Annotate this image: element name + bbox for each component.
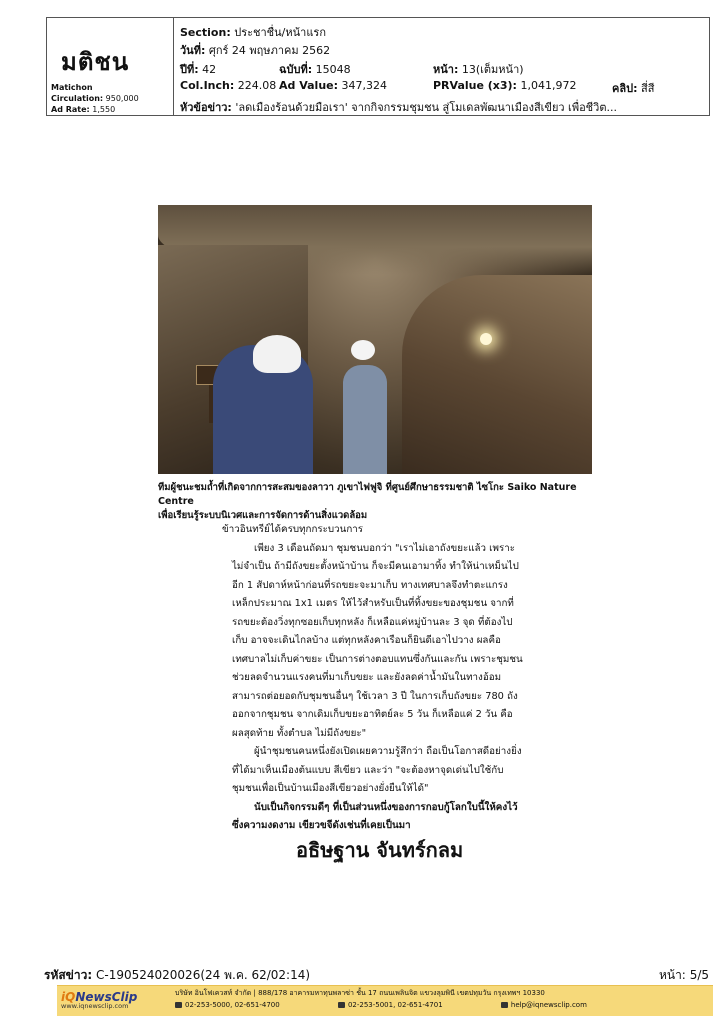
caption-line-2: เพื่อเรียนรู้ระบบนิเวศและการจัดการด้านสิ่งแวดล้อม (158, 510, 368, 521)
news-id-value: C-190524020026(24 พ.ค. 62/02:14) (96, 968, 311, 982)
iqnewsclip-logo[interactable] (61, 990, 149, 1012)
phone-icon (175, 1002, 182, 1008)
brand-url[interactable]: www.iqnewsclip.com (61, 1002, 129, 1010)
article-paragraph-0: ข้าวอินทรีย์ได้ครบทุกกระบวนการ (222, 524, 364, 535)
email-value[interactable]: help@iqnewsclip.com (510, 1001, 587, 1009)
headline-row (180, 98, 617, 116)
cave-photo (158, 205, 592, 474)
cave-wall-right (402, 275, 592, 474)
colinch-label: Col.Inch: (180, 79, 235, 92)
article-paragraph-3: นับเป็นกิจกรรมดีๆ ที่เป็นส่วนหนึ่งของการกอบกู้โลกใบนี้ให้คงไว้ซึ่งความงดงาม เขียวขจีดังเช่นที่เคยเป็นมา (232, 801, 518, 831)
colinch-row (180, 79, 276, 92)
clip-header (46, 17, 710, 116)
issue-value: 15048 (315, 63, 351, 76)
adval-row (279, 79, 387, 92)
pub-name: Matichon (51, 83, 93, 92)
email-contact[interactable] (501, 1001, 615, 1009)
page-indicator-value: 5/5 (689, 968, 709, 982)
article-paragraph-2: ผู้นำชุมชนคนหนึ่งยังเปิดเผยความรู้สึกว่า ถือเป็นโอกาสดีอย่างยิ่งที่ได้มาเห็นเมืองต้นแบบ สีเขียว และว่า "จะต้องหาจุดเด่นไปใช้กับชุมชนเพื่อเป็นบ้านเมืองสีเขียวอย่างยั่งยืนให้ได้" (232, 746, 522, 794)
headline-value: 'ลดเมืองร้อนด้วยมือเรา' จากกิจกรรมชุมชน สู่โมเดลพัฒนาเมืองสีเขียว เพื่อชีวิต... (235, 101, 617, 114)
prvalue-label: PRValue (x3): (433, 79, 517, 92)
brand-i: i (61, 990, 66, 1004)
company-info: บริษัท อินโฟเควสท์ จำกัด | 888/178 อาคารมหาทุนพลาซ่า ชั้น 17 ถนนเพลินจิต แขวงลุมพินี เขตปทุมวัน กรุงเทพฯ 10330 (175, 989, 545, 997)
section-row (180, 23, 326, 41)
headline-label: หัวข้อข่าว: (180, 101, 232, 114)
fax-contact (338, 1001, 471, 1009)
adrate-value: 1,550 (92, 105, 116, 114)
issue-row (279, 60, 351, 78)
phone-value: 02-253-5000, 02-651-4700 (185, 1001, 280, 1009)
article-body (222, 521, 524, 836)
date-value: ศุกร์ 24 พฤษภาคม 2562 (208, 44, 331, 57)
clip-label: คลิป: (612, 82, 638, 95)
clip-row (612, 79, 654, 97)
year-label: ปีที่: (180, 63, 199, 76)
fax-value: 02-253-5001, 02-651-4701 (347, 1001, 443, 1009)
photo-caption (158, 481, 598, 523)
news-id-label: รหัสข่าว: (44, 968, 93, 982)
year-value: 42 (202, 63, 217, 76)
page-indicator (659, 966, 709, 985)
circulation-label: Circulation: (51, 94, 104, 103)
circulation-value: 950,000 (105, 94, 139, 103)
date-row (180, 41, 330, 59)
footer-bar (57, 985, 713, 1016)
year-row (180, 60, 216, 78)
news-id (44, 966, 310, 985)
fax-icon (338, 1002, 345, 1008)
page-indicator-label: หน้า: (658, 968, 686, 982)
page-row (433, 60, 524, 78)
prvalue-row (433, 79, 576, 92)
page-label: หน้า: (433, 63, 459, 76)
issue-label: ฉบับที่: (279, 63, 313, 76)
publisher-info (51, 82, 139, 115)
section-label: Section: (180, 26, 231, 39)
publisher-cell (47, 18, 174, 115)
contact-row (175, 1001, 643, 1009)
clip-value: สี่สี (640, 82, 655, 95)
date-label: วันที่: (180, 44, 206, 57)
adrate-label: Ad Rate: (51, 105, 90, 114)
page-value: 13(เต็มหน้า) (461, 63, 524, 76)
adval-value: 347,324 (341, 79, 388, 92)
colinch-value: 224.08 (237, 79, 277, 92)
brand-q: Q (65, 990, 76, 1004)
brand-rest: NewsClip (75, 990, 138, 1004)
visitor-helmet (351, 340, 375, 360)
visitor-figure (343, 365, 387, 474)
cave-light (480, 333, 492, 345)
prvalue-value: 1,041,972 (520, 79, 577, 92)
adval-label: Ad Value: (279, 79, 339, 92)
foreground-visitor-helmet (253, 335, 301, 373)
article-author: อธิษฐาน จันทร์กลม (296, 838, 464, 862)
email-icon (501, 1002, 508, 1008)
section-value: ประชาชื่น/หน้าแรก (234, 26, 326, 39)
caption-line-1: ทีมผู้ชนะชมถ้ำที่เกิดจากการสะสมของลาวา ภูเขาไฟฟูจิ ที่ศูนย์ศึกษาธรรมชาติ ไซโกะ Saiko Nature Centre (158, 482, 577, 507)
matichon-logo: มติชน (61, 48, 130, 76)
article-paragraph-1: เพียง 3 เดือนถัดมา ชุมชนบอกว่า "เราไม่เอาถังขยะแล้ว เพราะไม่จำเป็น ถ้ามีถังขยะตั้งหน้าบ้าน ก็จะมีคนเอามาทิ้ง ทำให้น่าเหม็นไปอีก 1 สัปดาห์หน้าก่อนที่รถขยะจะมาเก็บ ทางเทศบาลจึงทำตะแกรงเหล็กประมาณ 1x1 เมตร ให้ไว้สำหรับเป็นที่ทิ้งขยะของชุมชน จากที่รถขยะต้องวิ่งทุกซอยเก็บทุกหลัง ก็เหลือแค่หมู่บ้านละ 3 จุด ที่ต้องไปเก็บ อาจจะเดินไกลบ้าง แต่ทุกหลังคาเรือนก็ยินดีเอาไปวาง ผลคือเทศบาลไม่เก็บค่าขยะ เป็นการต่างตอบแทนซึ่งกันและกัน เพราะชุมชนช่วยลดจำนวนแรงคนที่มาเก็บขยะ และยังลดค่าน้ำมันในทางอ้อม สามารถต่อยอดกับชุมชนอื่นๆ ใช้เวลา 3 ปี ในการเก็บถังขยะ 780 ถัง ออกจากชุมชน จากเดิมเก็บขยะอาทิตย์ละ 5 วัน ก็เหลือแค่ 2 วัน คือ ผลสุดท้าย ทั้งตำบล ไม่มีถังขยะ" (232, 542, 523, 739)
phone-contact (175, 1001, 308, 1009)
